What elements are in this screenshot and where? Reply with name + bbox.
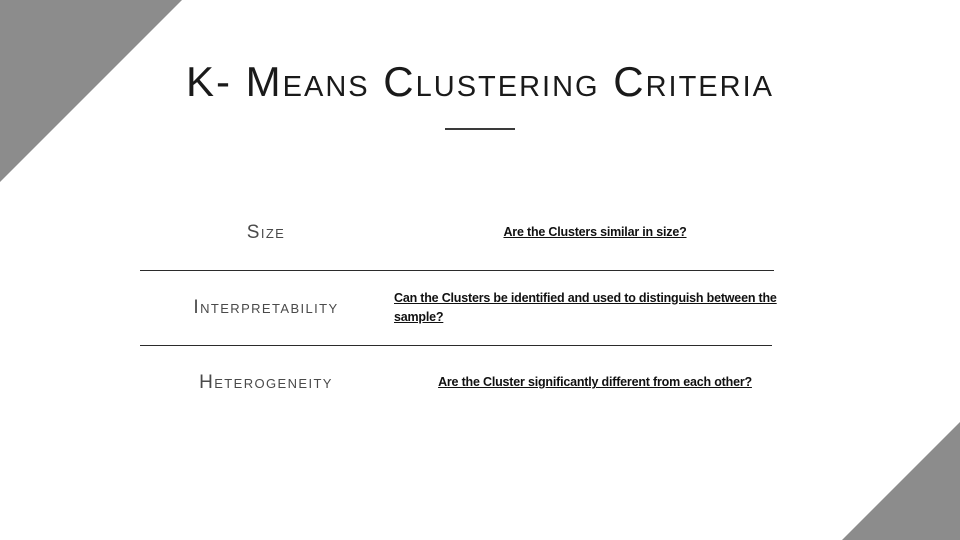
criteria-list (140, 196, 790, 420)
criterion-text-size: Are the Clusters similar in size? (503, 225, 687, 240)
list-item (140, 196, 790, 270)
decorative-triangle-bottom-right (842, 422, 960, 540)
title-underline (445, 128, 515, 130)
criterion-label-size: Size (246, 221, 286, 243)
criterion-label-heterogeneity: Heterogeneity (199, 371, 333, 393)
criterion-label-interpretability: Interpretability (193, 296, 339, 318)
list-item (140, 271, 790, 345)
page-title: K- Means Clustering Criteria (186, 58, 774, 105)
criterion-text-interpretability: Can the Clusters be identified and used to distinguish between the sample? (394, 290, 777, 324)
criterion-text-heterogeneity: Are the Cluster significantly different from each other? (438, 375, 752, 390)
list-item (140, 346, 790, 420)
